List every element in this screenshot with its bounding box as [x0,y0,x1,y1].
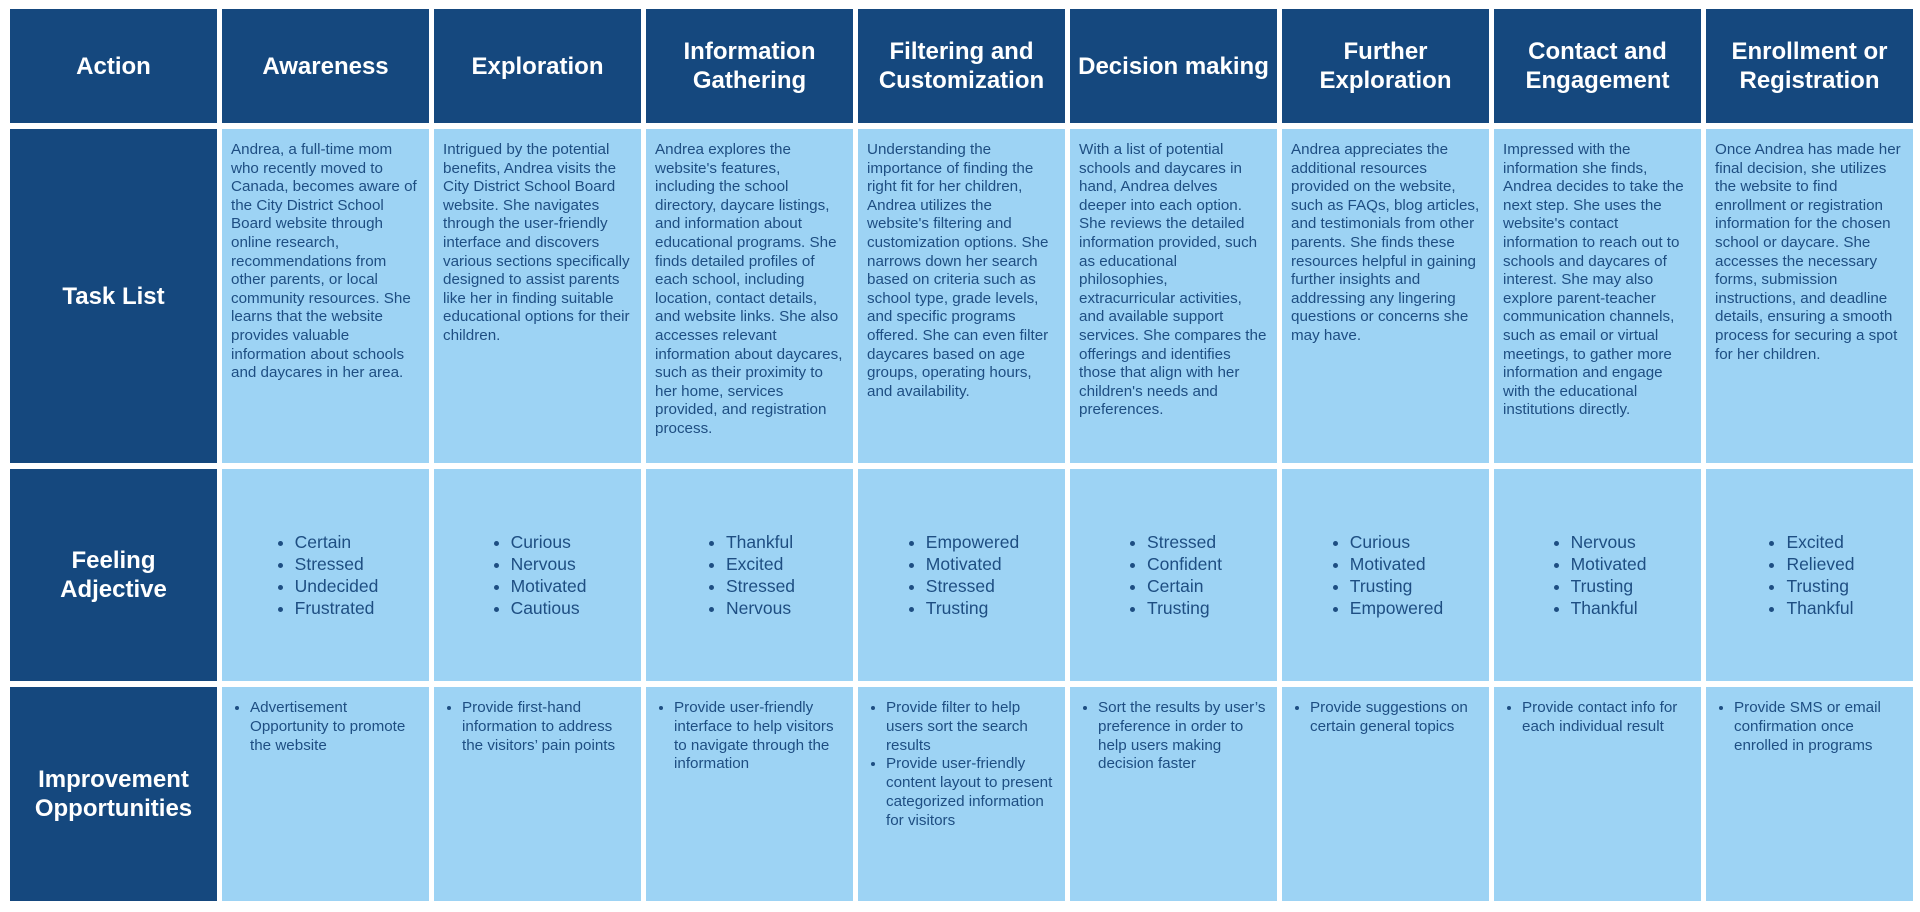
list-item: • Frustrated [295,597,379,619]
list-item: • Trusting [1571,575,1647,597]
task-cell: Andrea appreciates the additional resources provided on the website, such as FAQs, blog articles, and testimonials from other parents. She finds these resources helpful in gaining further insights and addressing any lingering questions or concerns she may have. [1282,129,1489,463]
header-stage-information-gathering: Information Gathering [646,9,853,123]
list-item: • Stressed [295,553,379,575]
feeling-list [1549,531,1647,619]
improvement-cell [1706,687,1913,901]
list-item: • Provide user-friendly interface to help visitors to navigate through the information [674,699,845,774]
header-stage-enrollment: Enrollment or Registration [1706,9,1913,123]
improvement-cell [1494,687,1701,901]
list-item: • Curious [1350,531,1443,553]
task-cell: Andrea, a full-time mom who recently moved to Canada, becomes aware of the City District School Board website through online research, recommendations from other parents, or local community resources. She learns that the website provides valuable information about schools and daycares in her area. [222,129,429,463]
feeling-cell [434,469,641,681]
improvement-cell [646,687,853,901]
list-item: • Thankful [1786,597,1854,619]
improvement-cell [434,687,641,901]
list-item: • Advertisement Opportunity to promote the website [250,699,421,755]
list-item: • Nervous [1571,531,1647,553]
list-item: • Provide suggestions on certain general topics [1310,699,1481,737]
list-item: • Undecided [295,575,379,597]
list-item: • Thankful [726,531,795,553]
list-item: • Cautious [511,597,587,619]
feeling-list [489,531,587,619]
feeling-cell [1494,469,1701,681]
list-item: • Relieved [1786,553,1854,575]
list-item: • Certain [295,531,379,553]
journey-map-table [10,9,1909,901]
list-item: • Trusting [1350,575,1443,597]
header-stage-filtering: Filtering and Customization [858,9,1065,123]
header-stage-exploration: Exploration [434,9,641,123]
row-label-feeling: Feeling Adjective [10,469,217,681]
header-stage-awareness: Awareness [222,9,429,123]
improvement-cell [222,687,429,901]
list-item: • Stressed [926,575,1019,597]
improvement-cell [858,687,1065,901]
header-stage-contact: Contact and Engagement [1494,9,1701,123]
list-item: • Provide first-hand information to address the visitors’ pain points [462,699,633,755]
list-item: • Stressed [1147,531,1222,553]
list-item: • Trusting [926,597,1019,619]
list-item: • Confident [1147,553,1222,575]
list-item: • Excited [1786,531,1854,553]
feeling-list [904,531,1019,619]
feeling-list [704,531,795,619]
list-item: • Nervous [511,553,587,575]
task-cell: Once Andrea has made her final decision, she utilizes the website to find enrollment or registration information for the chosen school or daycare. She accesses the necessary forms, submission instructions, and deadline details, ensuring a smooth process for securing a spot for her children. [1706,129,1913,463]
list-item: • Motivated [511,575,587,597]
improvement-list [1078,699,1269,774]
feeling-cell [1706,469,1913,681]
list-item: • Empowered [1350,597,1443,619]
feeling-cell [646,469,853,681]
header-stage-decision-making: Decision making [1070,9,1277,123]
improvement-cell [1282,687,1489,901]
feeling-list [1125,531,1222,619]
list-item: • Nervous [726,597,795,619]
improvement-list [1502,699,1693,737]
feeling-list [273,531,379,619]
list-item: • Provide filter to help users sort the search results [886,699,1057,755]
task-cell: With a list of potential schools and daycares in hand, Andrea delves deeper into each option. She reviews the detailed information provided, such as educational philosophies, extracurricular activities, and available support services. She compares the offerings and identifies those that align with her children's needs and preferences. [1070,129,1277,463]
row-label-task-list: Task List [10,129,217,463]
improvement-list [230,699,421,755]
feeling-cell [222,469,429,681]
feeling-cell [858,469,1065,681]
improvement-cell [1070,687,1277,901]
feeling-list [1764,531,1854,619]
list-item: • Sort the results by user’s preference in order to help users making decision faster [1098,699,1269,774]
list-item: • Certain [1147,575,1222,597]
task-cell: Andrea explores the website's features, including the school directory, daycare listings, and information about educational programs. She finds detailed profiles of each school, including location, contact details, and website links. She also accesses relevant information about daycares, such as their proximity to her home, services provided, and registration process. [646,129,853,463]
list-item: • Stressed [726,575,795,597]
list-item: • Motivated [1350,553,1443,575]
improvement-list [866,699,1057,831]
header-action: Action [10,9,217,123]
list-item: • Thankful [1571,597,1647,619]
list-item: • Provide contact info for each individual result [1522,699,1693,737]
improvement-list [442,699,633,755]
list-item: • Empowered [926,531,1019,553]
list-item: • Provide SMS or email confirmation once enrolled in programs [1734,699,1905,755]
list-item: • Motivated [1571,553,1647,575]
header-stage-further-exploration: Further Exploration [1282,9,1489,123]
feeling-cell [1282,469,1489,681]
feeling-cell [1070,469,1277,681]
task-cell: Understanding the importance of finding the right fit for her children, Andrea utilizes the website's filtering and customization options. She narrows down her search based on criteria such as school type, grade levels, and specific programs offered. She can even filter daycares based on age groups, operating hours, and availability. [858,129,1065,463]
list-item: • Provide user-friendly content layout to present categorized information for visitors [886,755,1057,830]
task-cell: Intrigued by the potential benefits, Andrea visits the City District School Board website. She navigates through the user-friendly interface and discovers various sections specifically designed to assist parents like her in finding suitable educational options for their children. [434,129,641,463]
improvement-list [1290,699,1481,737]
task-cell: Impressed with the information she finds, Andrea decides to take the next step. She uses the website's contact information to reach out to schools and daycares of interest. She may also explore parent-teacher communication channels, such as email or virtual meetings, to gather more information and engage with the educational institutions directly. [1494,129,1701,463]
improvement-list [1714,699,1905,755]
list-item: • Curious [511,531,587,553]
feeling-list [1328,531,1443,619]
improvement-list [654,699,845,774]
list-item: • Motivated [926,553,1019,575]
row-label-improvement: Improvement Opportunities [10,687,217,901]
list-item: • Trusting [1786,575,1854,597]
list-item: • Excited [726,553,795,575]
list-item: • Trusting [1147,597,1222,619]
